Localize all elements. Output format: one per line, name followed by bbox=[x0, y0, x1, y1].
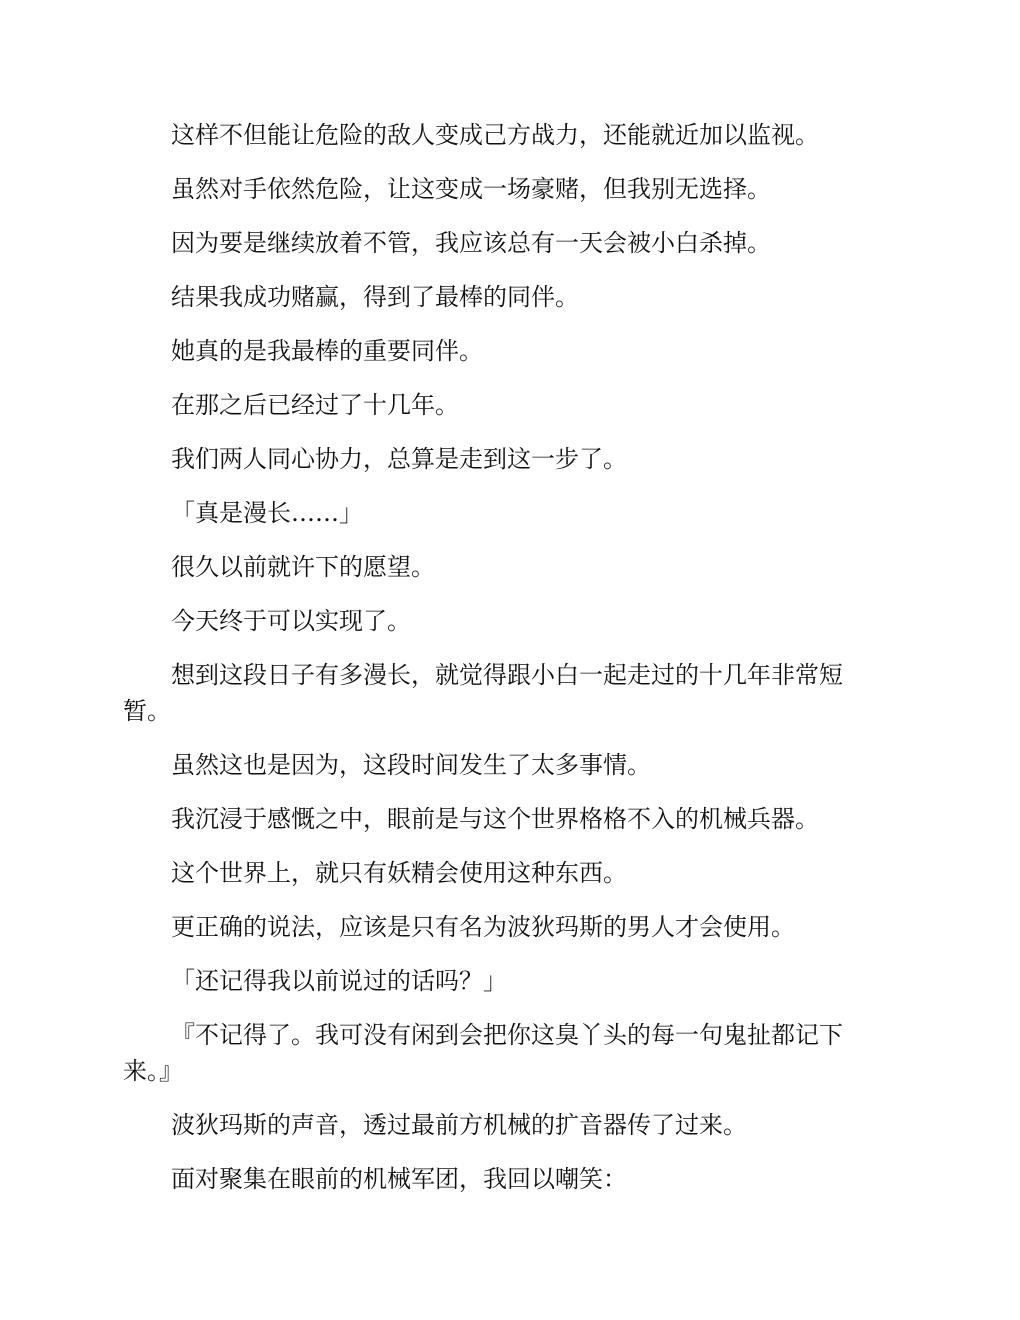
paragraph: 想到这段日子有多漫长，就觉得跟小白一起走过的十几年非常短暂。 bbox=[123, 661, 843, 725]
paragraph: 她真的是我最棒的重要同伴。 bbox=[171, 337, 483, 365]
paragraph: 面对聚集在眼前的机械军团，我回以嘲笑： bbox=[171, 1165, 627, 1193]
paragraph: 虽然对手依然危险，让这变成一场豪赌，但我别无选择。 bbox=[171, 175, 771, 203]
document-body bbox=[123, 117, 885, 1215]
paragraph: 今天终于可以实现了。 bbox=[171, 607, 411, 635]
paragraph: 这样不但能让危险的敌人变成己方战力，还能就近加以监视。 bbox=[171, 121, 819, 149]
paragraph: 虽然这也是因为，这段时间发生了太多事情。 bbox=[171, 751, 651, 779]
paragraph: 因为要是继续放着不管，我应该总有一天会被小白杀掉。 bbox=[171, 229, 771, 257]
paragraph: 波狄玛斯的声音，透过最前方机械的扩音器传了过来。 bbox=[171, 1111, 747, 1139]
paragraph: 这个世界上，就只有妖精会使用这种东西。 bbox=[171, 859, 627, 887]
paragraph: 『不记得了。我可没有闲到会把你这臭丫头的每一句鬼扯都记下来。』 bbox=[123, 1021, 843, 1085]
paragraph: 结果我成功赌赢，得到了最棒的同伴。 bbox=[171, 283, 579, 311]
paragraph: 很久以前就许下的愿望。 bbox=[171, 553, 435, 581]
paragraph: 我沉浸于感慨之中，眼前是与这个世界格格不入的机械兵器。 bbox=[171, 805, 819, 833]
paragraph: 我们两人同心协力，总算是走到这一步了。 bbox=[171, 445, 627, 473]
paragraph: 更正确的说法，应该是只有名为波狄玛斯的男人才会使用。 bbox=[171, 913, 795, 941]
paragraph: 「真是漫长……」 bbox=[171, 499, 363, 527]
paragraph: 「还记得我以前说过的话吗？」 bbox=[171, 967, 507, 995]
paragraph: 在那之后已经过了十几年。 bbox=[171, 391, 459, 419]
